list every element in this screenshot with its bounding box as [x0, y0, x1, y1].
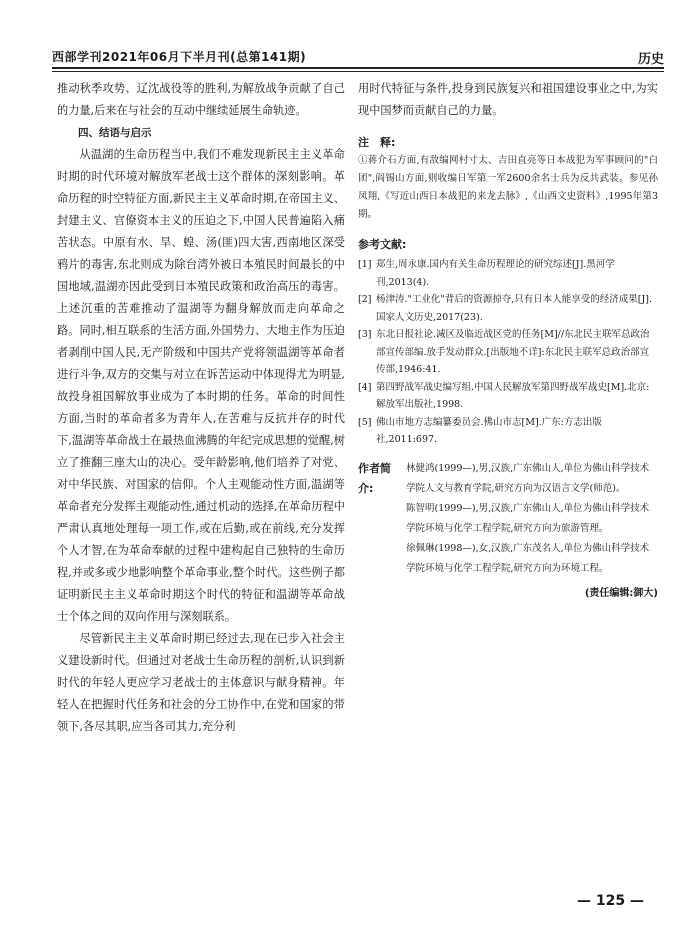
reference-text: 杨津涛."工业化"背后的资源掠夺,只有日本人能享受的经济成果[J].国家人文历史,2017(23). — [376, 294, 653, 323]
left-column — [57, 78, 345, 738]
notes-title: 注 释: — [358, 136, 396, 149]
reference-number: [5] — [358, 416, 372, 428]
reference-number: [2] — [358, 294, 372, 305]
reference-item — [358, 326, 658, 379]
author-list — [406, 459, 658, 579]
paragraph: 从温湖的生命历程当中,我们不难发现新民主主义革命时期的时代环境对解放军老战士这个群体的深刻影响。革命历程的时空特征方面,新民主主义革命时期,在帝国主义、封建主义、官僚资本主义的压迫之下,中国人民普遍陷入痛苦状态。中原有水、旱、蝗、汤(匪)四大害,西南地区深受鸦片的毒害,东北则成为除台湾外被日本殖民时间最长的中国地域,温湖亦因此受到日本殖民政策和政治高压的毒害。上述沉重的苦难推动了温湖等为翻身解放而走向革命之路。同时,相互联系的生活方面,外国势力、大地主作为压迫者剥削中国人民,无产阶级和中国共产党将领温湖等革命者进行斗争,双方的交集与对立在诉苦运动中体现得尤为明显,故投身祖国解放事业成为了本时期的任务。革命的时间性方面,当时的革命者多为青年人,在苦难与反抗并存的时代下,温湖等革命战士在最热血沸腾的年纪完成思想的觉醒,树立了推翻三座大山的决心。受年龄影响,他们培养了对党、对中华民族、对国家的信仰。个人主观能动性方面,温湖等革命者充分发挥主观能动性,通过机动的选择,在革命历程中严肃认真地处理每一项工作,或在后勤,或在前线,充分发挥个人才智,在为革命奉献的过程中建构起自己独特的生命历程,并或多或少地影响整个革命事业,整个时代。这些例子都证明新民主主义革命时期这个时代的特征和温湖等革命战士个体之间的双向作用与深刻联系。 — [57, 148, 345, 623]
reference-item — [358, 379, 658, 414]
paragraph-continued: 推动秋季攻势、辽沈战役等的胜利,为解放战争贡献了自己的力量,后来在与社会的互动中继续延展生命轨迹。 — [57, 82, 345, 117]
running-header — [52, 46, 664, 68]
reference-text: 郑生,周永康.国内有关生命历程理论的研究综述[J].黑河学刊,2013(4). — [376, 259, 615, 288]
author-info — [358, 459, 658, 579]
author-entry: 林健鸿(1999—),男,汉族,广东佛山人,单位为佛山科学技术学院人文与教育学院,研究方向为汉语言文学(师范)。 — [406, 462, 650, 494]
reference-list — [358, 256, 658, 449]
reference-item — [358, 291, 658, 326]
reference-text: 东北日报社论.减区及临近战区党的任务[M]//东北民主联军总政治部宣传部编.放手发动群众.[出版地不详]:东北民主联军总政治部宣传部,1946:41. — [376, 329, 650, 375]
header-rule-thick — [52, 67, 664, 69]
reference-number: [1] — [358, 259, 372, 270]
reference-number: [3] — [358, 329, 372, 340]
header-rule-thin — [52, 71, 664, 72]
reference-text: 第四野战军战史编写组.中国人民解放军第四野战军战史[M].北京:解放军出版社,1998. — [376, 381, 650, 410]
right-column — [358, 78, 658, 605]
responsible-editor: (责任编辑:御大) — [584, 587, 658, 599]
section-heading: 四、结语与启示 — [78, 127, 152, 139]
reference-item — [358, 414, 658, 449]
paragraph: 尽管新民主主义革命时期已经过去,现在已步入社会主义建设新时代。但通过对老战士生命历程的剖析,认识到新时代的年轻人更应学习老战士的主体意识与献身精神。年轻人在把握时代任务和社会的分工协作中,在党和国家的带领下,各尽其职,应当各司其力,充分利 — [57, 632, 345, 733]
paragraph-continued: 用时代特征与条件,投身到民族复兴和祖国建设事业之中,为实现中国梦而贡献自己的力量。 — [358, 82, 658, 117]
reference-item — [358, 256, 658, 291]
reference-number: [4] — [358, 381, 372, 393]
author-entry: 陈智明(1999—),男,汉族,广东佛山人,单位为佛山科学技术学院环境与化学工程学院,研究方向为旅游管理。 — [406, 502, 650, 534]
section-label: 历史 — [637, 52, 664, 67]
journal-title: 西部学刊2021年06月下半月刊(总第141期) — [52, 50, 307, 64]
page-number: — 125 — — [577, 893, 644, 909]
footnote: ①蒋介石方面,有敌编网村寸太、吉田直亮等日本战犯为军事顾问的"白团",阎锡山方面,则收编日军第一军2600余名士兵为反共武装。参见孙凤翔,《写近山西日本战犯的来龙去脉》,《山西文史资料》,1995年第3期。 — [358, 155, 658, 220]
author-entry: 徐佩琳(1998—),女,汉族,广东茂名人,单位为佛山科学技术学院环境与化学工程学院,研究方向为环境工程。 — [406, 542, 650, 574]
author-label: 作者简介: — [358, 461, 391, 495]
references-title: 参考文献: — [358, 238, 407, 251]
reference-text: 佛山市地方志编纂委员会.佛山市志[M].广东:方志出版社,2011:697. — [376, 416, 602, 445]
